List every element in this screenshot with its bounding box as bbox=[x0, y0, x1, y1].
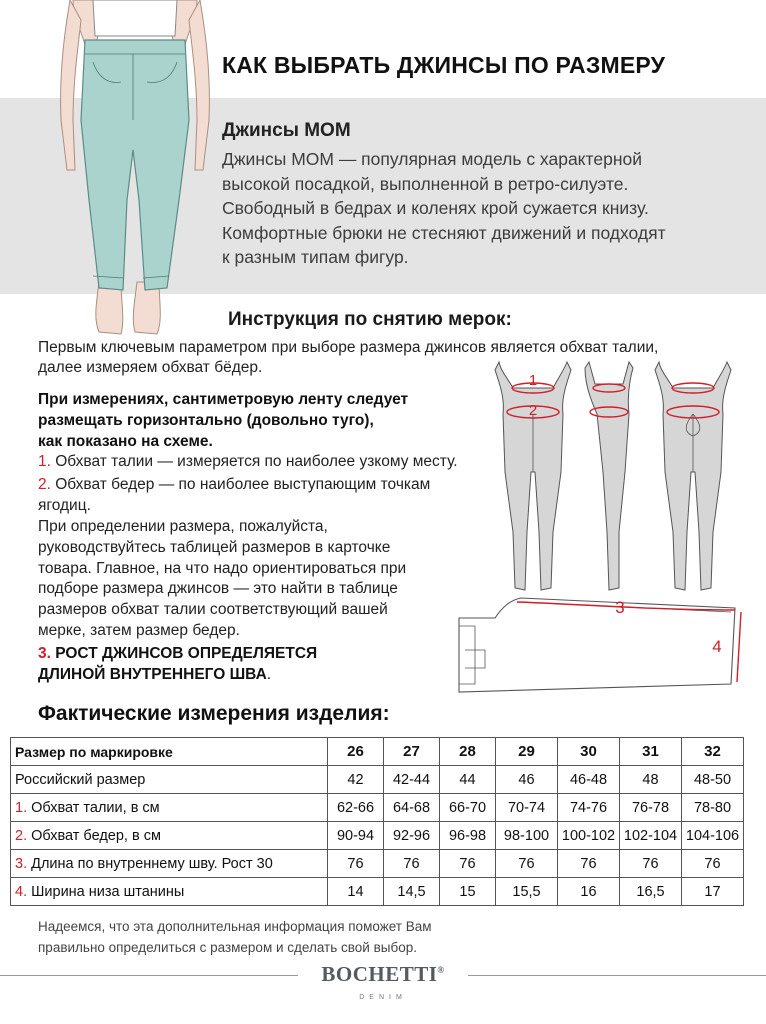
figure-back bbox=[655, 362, 731, 590]
figure-side bbox=[585, 362, 633, 590]
instructions-title: Инструкция по снятию мерок: bbox=[228, 309, 512, 330]
table-cell: 78-80 bbox=[682, 794, 744, 822]
table-cell: 46 bbox=[496, 766, 558, 794]
measure-text: Обхват талии — измеряется по наиболее узкому месту. bbox=[50, 453, 458, 470]
size-cell: 29 bbox=[496, 738, 558, 766]
measure-waist bbox=[38, 453, 458, 471]
measure-hips bbox=[38, 474, 478, 516]
measure-number: 1. bbox=[38, 453, 51, 470]
size-cell: 30 bbox=[558, 738, 620, 766]
size-cell: 28 bbox=[440, 738, 496, 766]
diagram-label-1: 1 bbox=[528, 372, 538, 389]
table-cell: 74-76 bbox=[558, 794, 620, 822]
footer-note bbox=[38, 916, 432, 958]
table-cell: 90-94 bbox=[328, 822, 384, 850]
table-cell: 76 bbox=[620, 850, 682, 878]
size-guidance bbox=[38, 517, 458, 642]
row-label bbox=[11, 878, 328, 906]
hem-measure-line bbox=[737, 612, 741, 682]
table-row bbox=[11, 850, 744, 878]
table-cell: 14 bbox=[328, 878, 384, 906]
mom-description bbox=[222, 147, 742, 270]
table-header-row bbox=[11, 738, 744, 766]
diagram-label-4: 4 bbox=[712, 637, 722, 656]
figure-front bbox=[495, 362, 571, 590]
guidance-line: При определении размера, пожалуйста, bbox=[38, 518, 328, 535]
inseam-line: ДЛИНОЙ ВНУТРЕННЕГО ШВА bbox=[38, 665, 267, 683]
row-label-text: Ширина низа штанины bbox=[27, 883, 185, 900]
brand-subtitle: DENIM bbox=[359, 994, 407, 1001]
table-cell: 76 bbox=[496, 850, 558, 878]
table-cell: 66-70 bbox=[440, 794, 496, 822]
table-cell: 102-104 bbox=[620, 822, 682, 850]
table-row bbox=[11, 878, 744, 906]
note-line: размещать горизонтально (довольно туго), bbox=[38, 412, 374, 429]
guidance-line: товара. Главное, на что надо ориентироваться при bbox=[38, 559, 407, 577]
measure-number: 3. bbox=[38, 645, 51, 662]
body-figures-diagram bbox=[485, 362, 735, 594]
mom-desc-line: Джинсы МОМ — популярная модель с характерной bbox=[222, 149, 642, 169]
inseam-line: РОСТ ДЖИНСОВ ОПРЕДЕЛЯЕТСЯ bbox=[50, 645, 318, 662]
size-cell: 32 bbox=[682, 738, 744, 766]
footer-note-line: правильно определиться с размером и сделать свой выбор. bbox=[38, 940, 417, 955]
table-cell: 15,5 bbox=[496, 878, 558, 906]
measuring-note bbox=[38, 389, 408, 452]
model-illustration bbox=[55, 0, 215, 340]
intro-line: далее измеряем обхват бёдер. bbox=[38, 359, 263, 376]
mom-desc-line: Свободный в бедрах и коленях крой сужается книзу. bbox=[222, 198, 649, 218]
size-cell: 26 bbox=[328, 738, 384, 766]
row-label bbox=[11, 794, 328, 822]
model-top bbox=[93, 0, 177, 36]
table-cell: 100-102 bbox=[558, 822, 620, 850]
table-cell: 48 bbox=[620, 766, 682, 794]
table-cell: 76 bbox=[682, 850, 744, 878]
table-row bbox=[11, 794, 744, 822]
table-cell: 62-66 bbox=[328, 794, 384, 822]
table-cell: 76 bbox=[328, 850, 384, 878]
jeans-flat-diagram bbox=[455, 596, 745, 696]
table-cell: 44 bbox=[440, 766, 496, 794]
mom-desc-line: высокой посадкой, выполненной в ретро-силуэте. bbox=[222, 173, 629, 194]
guidance-line: размеров обхват талии соответствующий вашей bbox=[38, 601, 388, 619]
table-cell: 76 bbox=[558, 850, 620, 878]
intro-line: Первым ключевым параметром при выборе размера джинсов является обхват талии, bbox=[38, 339, 659, 356]
table-cell: 14,5 bbox=[384, 878, 440, 906]
table-cell: 42 bbox=[328, 766, 384, 794]
inseam-dot: . bbox=[266, 665, 272, 683]
diagram-label-2: 2 bbox=[528, 402, 538, 419]
row-label-text: Длина по внутреннему шву. Рост 30 bbox=[27, 855, 273, 872]
guidance-line: подборе размера джинсов — это найти в таблице bbox=[38, 580, 398, 598]
row-label-text: Обхват бедер, в см bbox=[27, 827, 161, 844]
footer-note-line: Надеемся, что эта дополнительная информация поможет Вам bbox=[38, 919, 432, 934]
table-cell: 64-68 bbox=[384, 794, 440, 822]
mom-desc-line: Комфортные брюки не стесняют движений и подходят bbox=[222, 222, 666, 243]
jeans-shape bbox=[81, 40, 189, 290]
page-title: КАК ВЫБРАТЬ ДЖИНСЫ ПО РАЗМЕРУ bbox=[222, 52, 666, 78]
row-label-text: Обхват талии, в см bbox=[27, 799, 160, 816]
measure-text: Обхват бедер — по наиболее выступающим точкам ягодиц. bbox=[38, 476, 431, 514]
brand-logo bbox=[0, 962, 766, 987]
table-cell: 76-78 bbox=[620, 794, 682, 822]
row-label bbox=[11, 822, 328, 850]
table-cell: 17 bbox=[682, 878, 744, 906]
row-number: 3. bbox=[15, 855, 28, 872]
brand-name: BOCHETTI bbox=[321, 962, 438, 986]
table-cell: 16,5 bbox=[620, 878, 682, 906]
row-number: 1. bbox=[15, 799, 28, 816]
table-cell: 15 bbox=[440, 878, 496, 906]
note-line: При измерениях, сантиметровую ленту следует bbox=[38, 391, 409, 408]
table-row bbox=[11, 766, 744, 794]
table-cell: 46-48 bbox=[558, 766, 620, 794]
table-cell: 76 bbox=[440, 850, 496, 878]
table-cell: 98-100 bbox=[496, 822, 558, 850]
table-cell: 92-96 bbox=[384, 822, 440, 850]
row-label bbox=[11, 850, 328, 878]
row-label bbox=[11, 766, 328, 794]
table-cell: 48-50 bbox=[682, 766, 744, 794]
table-row bbox=[11, 822, 744, 850]
size-table bbox=[10, 737, 744, 906]
row-number: 4. bbox=[15, 883, 28, 900]
jeans-flat-outline bbox=[459, 598, 735, 692]
table-cell: 104-106 bbox=[682, 822, 744, 850]
table-cell: 70-74 bbox=[496, 794, 558, 822]
mom-desc-line: к разным типам фигур. bbox=[222, 247, 409, 267]
table-cell: 96-98 bbox=[440, 822, 496, 850]
measure-number: 2. bbox=[38, 476, 51, 493]
note-line: как показано на схеме. bbox=[38, 433, 213, 450]
diagram-label-3: 3 bbox=[615, 598, 625, 617]
table-cell: 42-44 bbox=[384, 766, 440, 794]
table-cell: 76 bbox=[384, 850, 440, 878]
size-cell: 27 bbox=[384, 738, 440, 766]
guidance-line: руководствуйтесь таблицей размеров в карточке bbox=[38, 538, 391, 556]
size-cell: 31 bbox=[620, 738, 682, 766]
brand-registered-mark: ® bbox=[437, 965, 445, 975]
table-cell: 16 bbox=[558, 878, 620, 906]
table-title: Фактические измерения изделия: bbox=[38, 702, 390, 725]
inseam-note bbox=[38, 644, 317, 685]
mom-title: Джинсы МОМ bbox=[222, 120, 351, 141]
row-label-text: Российский размер bbox=[15, 771, 146, 788]
row-number: 2. bbox=[15, 827, 28, 844]
header-label: Размер по маркировке bbox=[11, 738, 328, 766]
guidance-line: мерке, затем размер бедер. bbox=[38, 621, 240, 639]
